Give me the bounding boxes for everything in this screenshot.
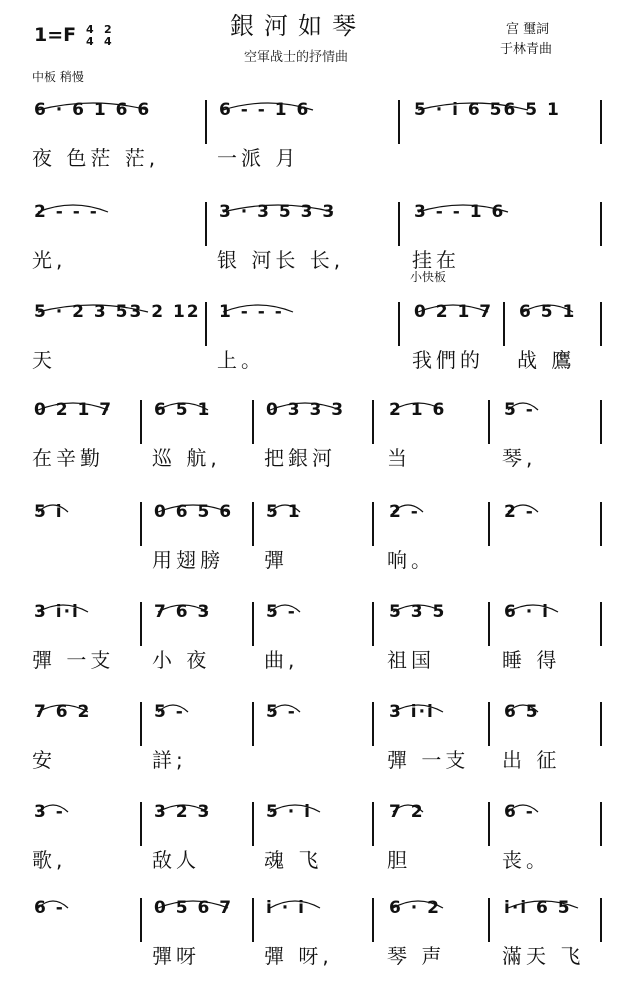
notes-line (0, 702, 629, 742)
time-signature-2-4 (104, 24, 112, 48)
barline (600, 898, 602, 942)
barline (205, 100, 207, 144)
lyric-text: 詳; (152, 748, 187, 772)
measure-notes: i · i (266, 898, 306, 918)
lyric-text: 巡 航, (152, 446, 221, 470)
measure-notes: 6 - (34, 898, 65, 918)
measure-notes: 0 3 3 3 (266, 400, 346, 420)
meter1-bottom: 4 (86, 35, 94, 48)
measure-notes: 6 5 (504, 702, 540, 722)
staff-row (0, 90, 629, 186)
lyric-text: 滿天 飞 (502, 944, 585, 968)
measure-notes: 2 1 6 (389, 400, 447, 420)
measure-notes: 1 - - - (219, 302, 284, 322)
measure-notes: 6 5 1 (519, 302, 577, 322)
lyric-text: 用翅膀 (152, 548, 224, 572)
staff-row (0, 292, 629, 388)
barline (205, 302, 207, 346)
measure-notes: 3 i·i (389, 702, 435, 722)
barline (372, 802, 374, 846)
measure-notes: 5 - (266, 602, 297, 622)
lyric-text: 歌, (32, 848, 67, 872)
meter2-top: 2 (104, 23, 112, 36)
lyric-text: 魂 飞 (264, 848, 323, 872)
staff-row (0, 888, 629, 984)
measure-notes: 2 - (504, 502, 535, 522)
lyric-text: 曲, (264, 648, 299, 672)
lyric-text: 银 河长 长, (217, 248, 345, 272)
barline (372, 702, 374, 746)
tempo-marking: 中板 稍慢 (32, 70, 84, 84)
lyric-text: 丧。 (502, 848, 550, 872)
lyric-text: 胆 (387, 848, 411, 872)
barline (140, 502, 142, 546)
lyric-text: 天 (32, 348, 56, 372)
measure-notes: 6 · 6 1 6 6 (34, 100, 152, 120)
tempo-marking-2: 小快板 (410, 270, 447, 284)
barline (503, 302, 505, 346)
measure-notes: 6 - (504, 802, 535, 822)
notes-line (0, 202, 629, 242)
barline (252, 702, 254, 746)
staff-row (0, 192, 629, 288)
meter2-bottom: 4 (104, 35, 112, 48)
composer-credit: 于林青曲 (500, 42, 553, 57)
key-signature: 1=F (34, 24, 77, 46)
barline (488, 898, 490, 942)
barline (488, 802, 490, 846)
barline (600, 302, 602, 346)
barline (398, 302, 400, 346)
notes-line (0, 602, 629, 642)
measure-notes: 3 2 3 (154, 802, 212, 822)
time-signature-4-4 (86, 24, 94, 48)
barline (140, 702, 142, 746)
lyric-text: 我們的 (412, 348, 484, 372)
measure-notes: 5 3 5 (389, 602, 447, 622)
staff-row (0, 492, 629, 588)
meter1-top: 4 (86, 23, 94, 36)
measure-notes: 6 · i (504, 602, 550, 622)
lyric-text: 出 征 (502, 748, 561, 772)
lyric-text: 在辛勤 (32, 446, 104, 470)
barline (252, 502, 254, 546)
notes-line (0, 802, 629, 842)
barline (140, 400, 142, 444)
barline (205, 202, 207, 246)
measure-notes: 6 - - 1 6 (219, 100, 311, 120)
barline (600, 802, 602, 846)
barline (398, 202, 400, 246)
measure-notes: 5 · i 6 56 5 1 (414, 100, 561, 120)
measure-notes: 3 - - 1 6 (414, 202, 506, 222)
barline (252, 400, 254, 444)
notes-line (0, 898, 629, 938)
song-subtitle: 空軍战士的抒情曲 (244, 50, 349, 65)
lyric-text: 当 (387, 446, 411, 470)
barline (372, 502, 374, 546)
staff-row (0, 692, 629, 788)
lyric-text: 夜 色茫 茫, (32, 146, 160, 170)
lyric-text: 祖国 (387, 648, 435, 672)
measure-notes: 0 2 1 7 (414, 302, 494, 322)
measure-notes: 6 5 1 (154, 400, 212, 420)
lyric-text: 敌人 (152, 848, 200, 872)
barline (488, 502, 490, 546)
barline (600, 702, 602, 746)
staff-row (0, 390, 629, 486)
notes-line (0, 400, 629, 440)
staff-row (0, 792, 629, 888)
barline (252, 802, 254, 846)
lyric-text: 响。 (387, 548, 435, 572)
barline (140, 898, 142, 942)
barline (252, 602, 254, 646)
lyric-text: 安 (32, 748, 56, 772)
lyric-text: 睡 得 (502, 648, 561, 672)
lyric-text: 战 鷹 (517, 348, 576, 372)
lyricist-credit: 宫 璽詞 (506, 22, 550, 37)
lyric-text: 彈 一支 (387, 748, 470, 772)
lyric-text: 挂在 (412, 248, 460, 272)
measure-notes: 0 5 6 7 (154, 898, 234, 918)
measure-notes: 5 - (504, 400, 535, 420)
barline (600, 202, 602, 246)
lyric-text: 把銀河 (264, 446, 336, 470)
barline (600, 100, 602, 144)
measure-notes: i·i 6 5 (504, 898, 572, 918)
barline (398, 100, 400, 144)
song-title: 銀河如琴 (230, 12, 366, 40)
measure-notes: 7 6 3 (154, 602, 212, 622)
lyric-text: 彈 一支 (32, 648, 115, 672)
notes-line (0, 302, 629, 342)
lyric-text: 琴 声 (387, 944, 446, 968)
measure-notes: 3 · 3 5 3 3 (219, 202, 337, 222)
measure-notes: 0 6 5 6 (154, 502, 234, 522)
barline (252, 898, 254, 942)
barline (600, 602, 602, 646)
measure-notes: 3 - (34, 802, 65, 822)
measure-notes: 7 6 2 (34, 702, 92, 722)
barline (372, 602, 374, 646)
barline (600, 502, 602, 546)
measure-notes: 5 - (154, 702, 185, 722)
measure-notes: 2 - (389, 502, 420, 522)
lyric-text: 上。 (217, 348, 265, 372)
measure-notes: 5 · i (266, 802, 312, 822)
measure-notes: 5 - (266, 702, 297, 722)
lyric-text: 彈 呀, (264, 944, 333, 968)
measure-notes: 5 · 2 3 53 2 12 (34, 302, 201, 322)
lyric-text: 彈呀 (152, 944, 200, 968)
measure-notes: 6 · 2 (389, 898, 441, 918)
lyric-text: 彈 (264, 548, 288, 572)
measure-notes: 3 i·i (34, 602, 80, 622)
barline (140, 802, 142, 846)
measure-notes: 2 - - - (34, 202, 99, 222)
lyric-text: 一派 月 (217, 146, 300, 170)
lyric-text: 小 夜 (152, 648, 211, 672)
measure-notes: 7 2 (389, 802, 425, 822)
notes-line (0, 100, 629, 140)
barline (488, 702, 490, 746)
barline (140, 602, 142, 646)
barline (372, 400, 374, 444)
barline (488, 400, 490, 444)
lyric-text: 光, (32, 248, 67, 272)
barline (600, 400, 602, 444)
notes-line (0, 502, 629, 542)
measure-notes: 0 2 1 7 (34, 400, 114, 420)
barline (488, 602, 490, 646)
barline (372, 898, 374, 942)
measure-notes: 5 1 (266, 502, 302, 522)
lyric-text: 琴, (502, 446, 537, 470)
measure-notes: 5 i (34, 502, 64, 522)
staff-row (0, 592, 629, 688)
